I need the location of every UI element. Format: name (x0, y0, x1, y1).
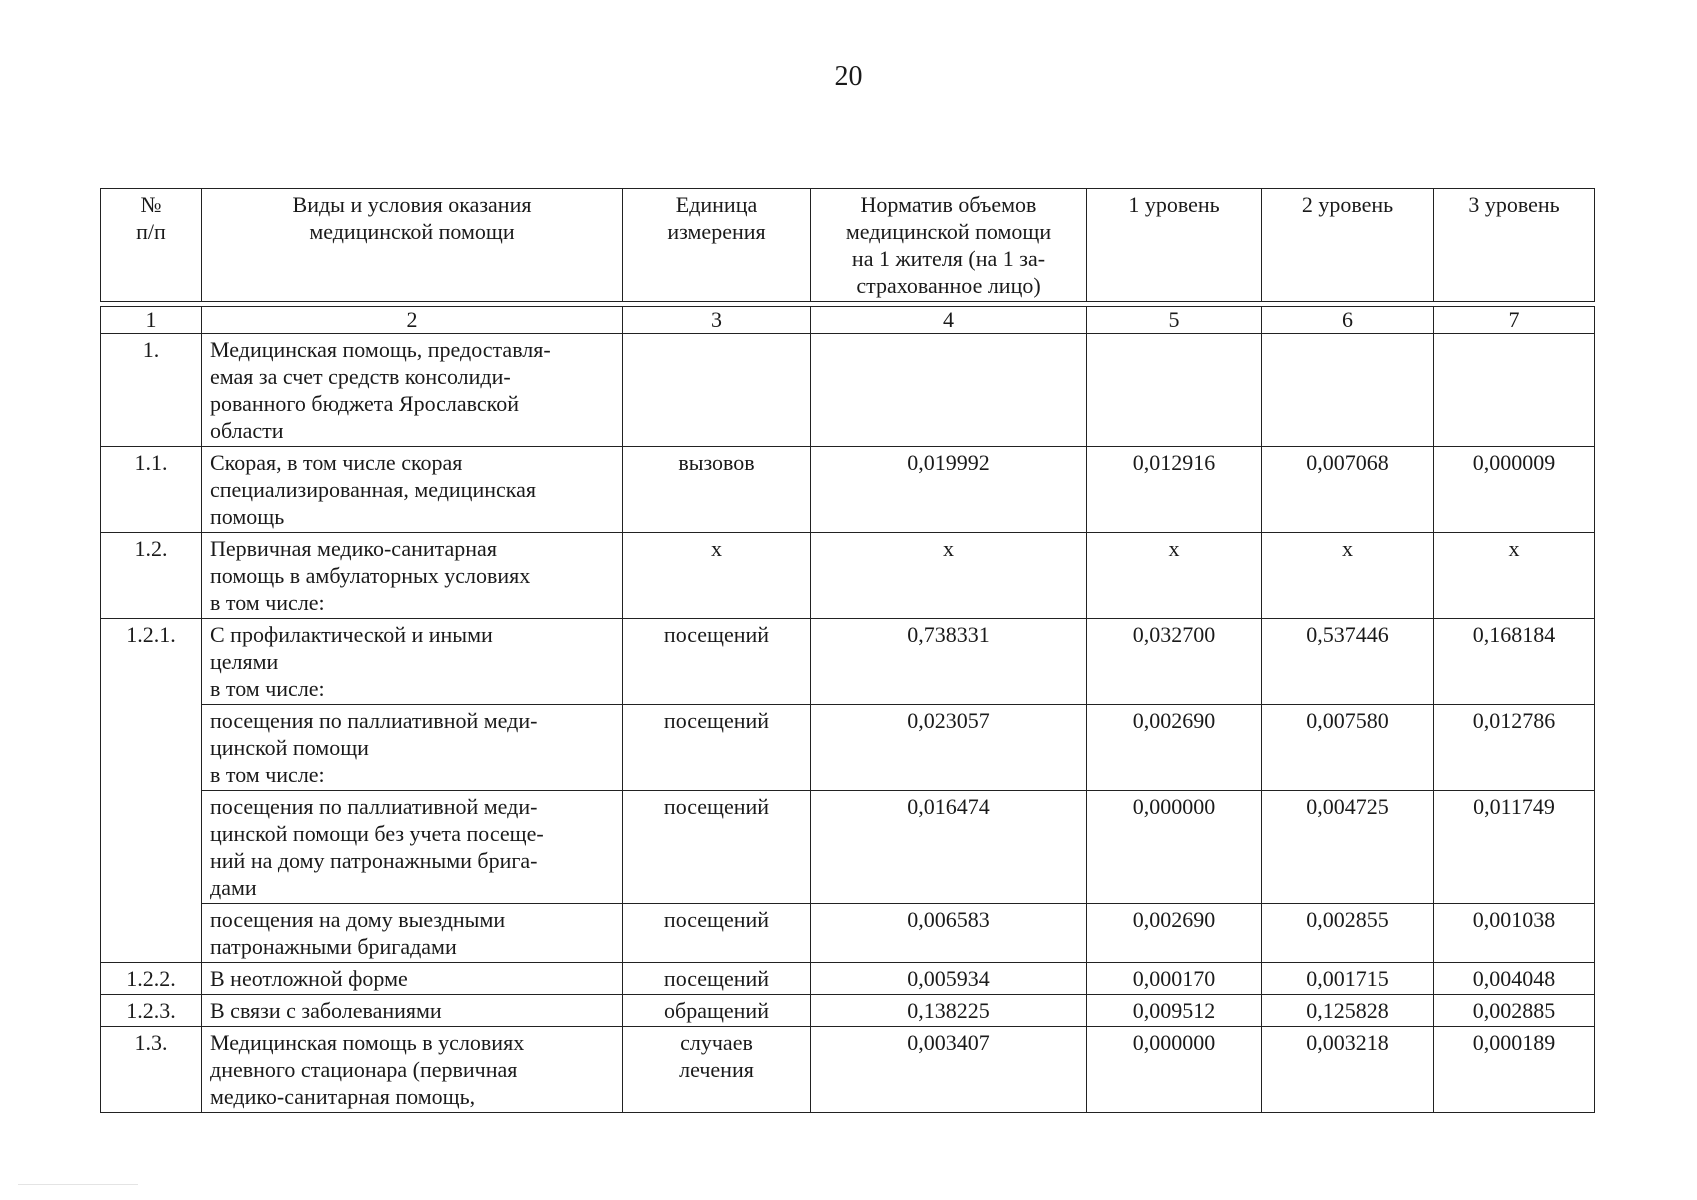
row-kind: Медицинская помощь в условиях дневного стационара (первичная медико-санитарная помощь, (202, 1027, 623, 1113)
row-norm: 0,138225 (811, 995, 1087, 1027)
column-index-row (101, 307, 1595, 334)
row-level-1: 0,009512 (1087, 995, 1262, 1027)
row-level-1: 0,032700 (1087, 619, 1262, 705)
column-index-cell: 7 (1434, 307, 1595, 334)
table-row (101, 963, 1595, 995)
row-level-2: 0,004725 (1262, 791, 1434, 904)
row-level-3: 0,012786 (1434, 705, 1595, 791)
row-level-2: х (1262, 533, 1434, 619)
row-level-1: 0,012916 (1087, 447, 1262, 533)
row-norm: х (811, 533, 1087, 619)
header-level-2: 2 уровень (1262, 189, 1434, 302)
row-kind: посещения по паллиативной меди- цинской помощи без учета посеще- ний на дому патронажными брига- дами (202, 791, 623, 904)
row-kind: Первичная медико-санитарная помощь в амбулаторных условиях в том числе: (202, 533, 623, 619)
table-row (101, 995, 1595, 1027)
table-row (101, 904, 1595, 963)
row-number: 1.2. (101, 533, 202, 619)
header-num: № п/п (101, 189, 202, 302)
table-row (101, 334, 1595, 447)
row-level-1: 0,000000 (1087, 791, 1262, 904)
norms-table (100, 188, 1595, 1113)
header-norm: Норматив объемов медицинской помощи на 1 жителя (на 1 за- страхованное лицо) (811, 189, 1087, 302)
column-index-cell: 1 (101, 307, 202, 334)
row-level-1 (1087, 334, 1262, 447)
column-index-cell: 3 (623, 307, 811, 334)
page-number: 20 (834, 61, 863, 92)
row-level-3: 0,004048 (1434, 963, 1595, 995)
row-kind: В связи с заболеваниями (202, 995, 623, 1027)
row-norm: 0,738331 (811, 619, 1087, 705)
row-norm: 0,019992 (811, 447, 1087, 533)
row-number: 1.3. (101, 1027, 202, 1113)
table-row (101, 447, 1595, 533)
column-index-cell: 6 (1262, 307, 1434, 334)
row-unit: вызовов (623, 447, 811, 533)
row-level-3 (1434, 334, 1595, 447)
row-level-2 (1262, 334, 1434, 447)
row-unit: х (623, 533, 811, 619)
row-norm: 0,005934 (811, 963, 1087, 995)
row-level-3: 0,000189 (1434, 1027, 1595, 1113)
header-unit: Единица измерения (623, 189, 811, 302)
row-kind: В неотложной форме (202, 963, 623, 995)
row-level-1: 0,000000 (1087, 1027, 1262, 1113)
row-number: 1. (101, 334, 202, 447)
row-level-3: 0,002885 (1434, 995, 1595, 1027)
row-level-3: х (1434, 533, 1595, 619)
row-kind: Скорая, в том числе скорая специализированная, медицинская помощь (202, 447, 623, 533)
row-number: 1.2.1. (101, 619, 202, 963)
table-row (101, 533, 1595, 619)
row-unit: посещений (623, 963, 811, 995)
table-row (101, 1027, 1595, 1113)
row-level-1: х (1087, 533, 1262, 619)
row-level-3: 0,000009 (1434, 447, 1595, 533)
row-unit: посещений (623, 705, 811, 791)
row-level-2: 0,007580 (1262, 705, 1434, 791)
row-level-1: 0,002690 (1087, 904, 1262, 963)
row-unit: посещений (623, 791, 811, 904)
header-kind: Виды и условия оказания медицинской помощи (202, 189, 623, 302)
row-level-2: 0,537446 (1262, 619, 1434, 705)
row-level-3: 0,011749 (1434, 791, 1595, 904)
row-level-2: 0,003218 (1262, 1027, 1434, 1113)
row-kind: Медицинская помощь, предоставля- емая за счет средств консолиди- рованного бюджета Ярославской области (202, 334, 623, 447)
row-kind: С профилактической и иными целями в том числе: (202, 619, 623, 705)
row-level-2: 0,007068 (1262, 447, 1434, 533)
row-level-2: 0,125828 (1262, 995, 1434, 1027)
row-kind: посещения по паллиативной меди- цинской помощи в том числе: (202, 705, 623, 791)
column-index-cell: 5 (1087, 307, 1262, 334)
row-level-1: 0,000170 (1087, 963, 1262, 995)
row-number: 1.2.2. (101, 963, 202, 995)
row-norm: 0,023057 (811, 705, 1087, 791)
row-norm: 0,016474 (811, 791, 1087, 904)
row-unit: посещений (623, 619, 811, 705)
scan-artifact (18, 1184, 138, 1185)
column-index-cell: 2 (202, 307, 623, 334)
row-level-1: 0,002690 (1087, 705, 1262, 791)
row-level-2: 0,002855 (1262, 904, 1434, 963)
table-header-row (101, 189, 1595, 302)
row-unit: случаев лечения (623, 1027, 811, 1113)
row-level-2: 0,001715 (1262, 963, 1434, 995)
row-level-3: 0,168184 (1434, 619, 1595, 705)
row-unit (623, 334, 811, 447)
row-norm (811, 334, 1087, 447)
table-row (101, 705, 1595, 791)
row-unit: обращений (623, 995, 811, 1027)
row-unit: посещений (623, 904, 811, 963)
header-level-3: 3 уровень (1434, 189, 1595, 302)
table-row (101, 619, 1595, 705)
row-norm: 0,006583 (811, 904, 1087, 963)
row-kind: посещения на дому выездными патронажными бригадами (202, 904, 623, 963)
column-index-cell: 4 (811, 307, 1087, 334)
row-number: 1.1. (101, 447, 202, 533)
row-number: 1.2.3. (101, 995, 202, 1027)
row-norm: 0,003407 (811, 1027, 1087, 1113)
table-row (101, 791, 1595, 904)
header-level-1: 1 уровень (1087, 189, 1262, 302)
row-level-3: 0,001038 (1434, 904, 1595, 963)
